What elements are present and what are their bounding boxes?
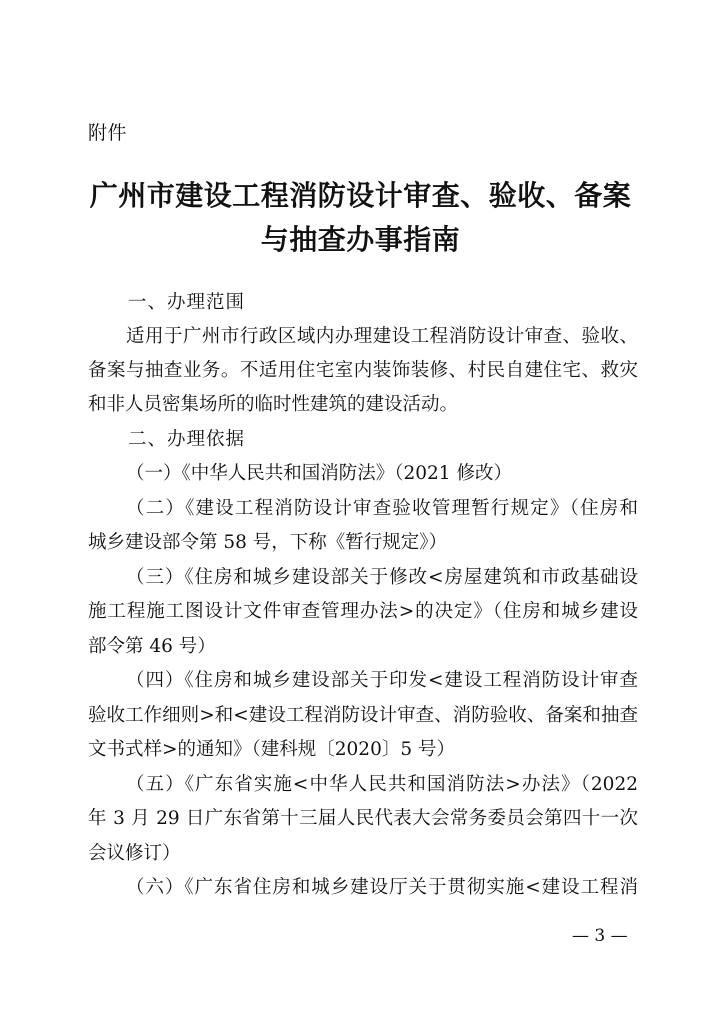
- paragraph-line: （六）《广东省住房和城乡建设厅关于贯彻实施<建设工程消: [126, 877, 638, 898]
- paragraph-line: 和非人员密集场所的临时性建筑的建设活动。: [88, 394, 459, 415]
- page-number: — 3 —: [572, 926, 628, 946]
- paragraph-line: 施工程施工图设计文件审查管理办法>的决定》（住房和城乡建设: [88, 601, 638, 622]
- paragraph-line: （四）《住房和城乡建设部关于印发<建设工程消防设计审查: [126, 670, 638, 691]
- section-heading-basis: 二、办理依据: [128, 429, 246, 450]
- paragraph-line: 适用于广州市行政区域内办理建设工程消防设计审查、验收、: [126, 326, 638, 347]
- paragraph-line: 年 3 月 29 日广东省第十三届人民代表大会常务委员会第四十一次: [88, 808, 638, 829]
- paragraph-line: （三）《住房和城乡建设部关于修改<房屋建筑和市政基础设: [126, 567, 638, 588]
- paragraph-line: （五）《广东省实施<中华人民共和国消防法>办法》（2022: [126, 774, 638, 795]
- document-title-line-2: 与抽查办事指南: [260, 223, 461, 256]
- paragraph-line: 备案与抽查业务。不适用住宅室内装饰装修、村民自建住宅、救灾: [88, 360, 638, 381]
- paragraph-line: （二）《建设工程消防设计审查验收管理暂行规定》（住房和: [126, 498, 638, 519]
- paragraph-line: 文书式样>的通知》（建科规〔2020〕5 号）: [88, 739, 455, 760]
- paragraph-line: 城乡建设部令第 58 号，下称《暂行规定》）: [88, 532, 448, 553]
- attachment-label: 附件: [88, 122, 128, 144]
- paragraph-line: 部令第 46 号）: [88, 636, 216, 657]
- paragraph-line: 验收工作细则>和<建设工程消防设计审查、消防验收、备案和抽查: [88, 705, 638, 726]
- paragraph-line: （一）《中华人民共和国消防法》（2021 修改）: [126, 463, 512, 484]
- section-heading-scope: 一、办理范围: [128, 292, 246, 313]
- document-title-line-1: 广州市建设工程消防设计审查、验收、备案: [89, 179, 632, 212]
- paragraph-line: 会议修订）: [88, 843, 181, 864]
